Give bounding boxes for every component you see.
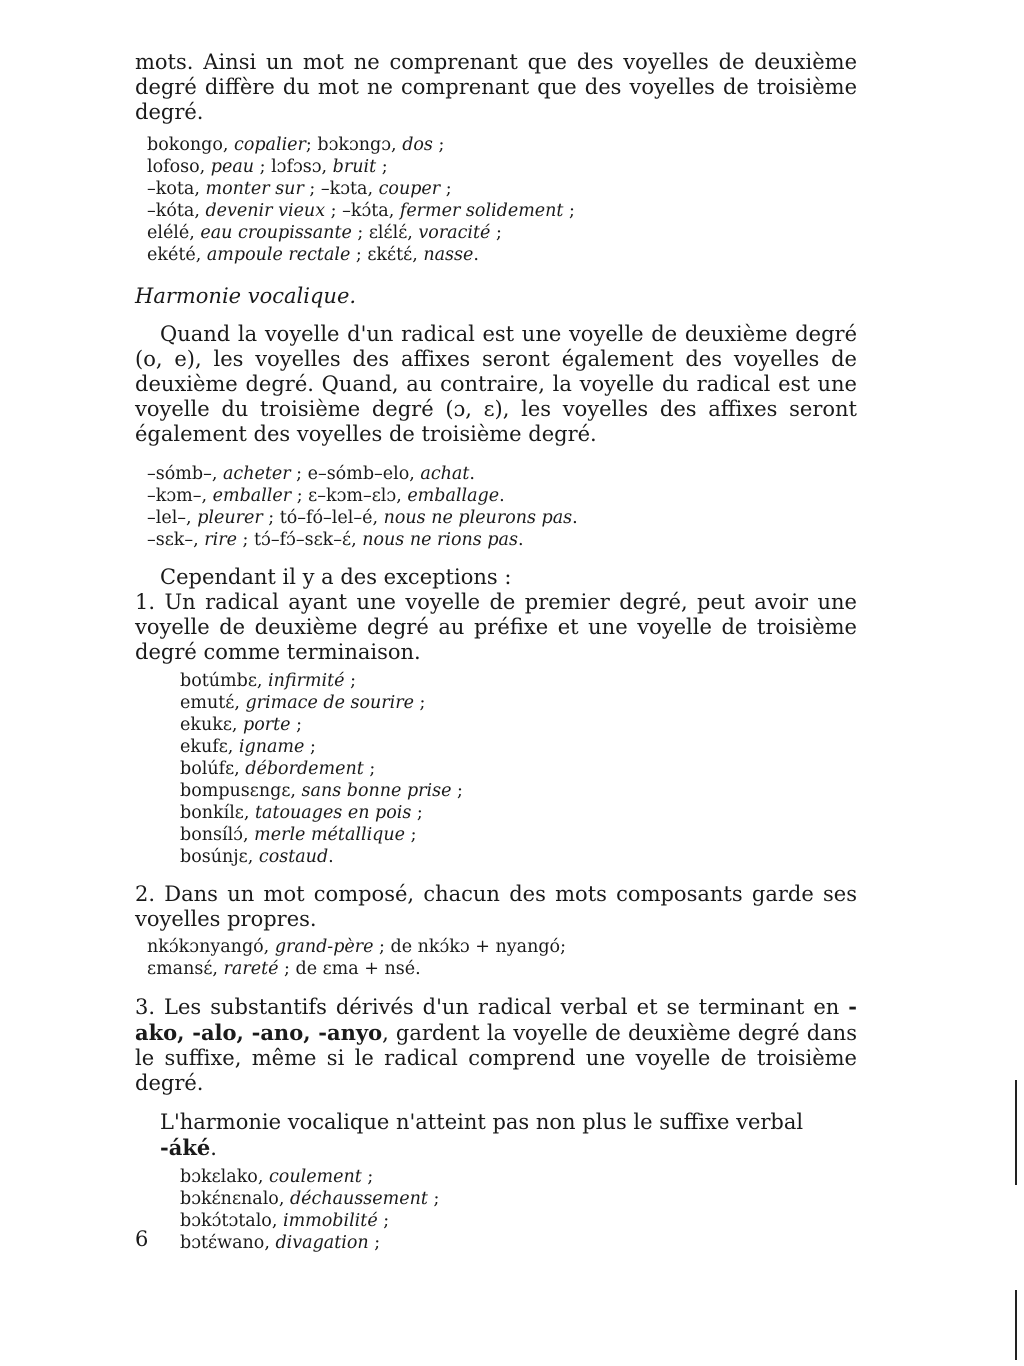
example-form: . — [328, 847, 334, 867]
example-gloss: tatouages en pois — [255, 803, 412, 823]
example-gloss: bruit — [332, 157, 377, 177]
example-line — [147, 485, 857, 507]
example-form: elélé, — [147, 223, 201, 243]
examples-list-1 — [135, 134, 857, 266]
exception-1: 1. Un radical ayant une voyelle de premier degré, peut avoir une voyelle de deuxième degré au préfixe et une voyelle de troisième degré comme terminaison. — [135, 590, 857, 664]
example-form: –sɛk–, — [147, 530, 205, 550]
example-form: ekufɛ, — [180, 737, 239, 757]
example-form: ; e–sómb–elo, — [290, 464, 421, 484]
scan-edge-mark — [1015, 1080, 1017, 1185]
example-form: –kota, — [147, 179, 206, 199]
example-line — [180, 714, 857, 736]
example-line — [147, 936, 857, 958]
example-form: . — [473, 245, 479, 265]
example-gloss: igname — [238, 737, 305, 757]
example-form: ; — [451, 781, 463, 801]
example-form: ; — [413, 693, 426, 713]
example-gloss: emballage — [407, 486, 500, 506]
examples-list-4 — [135, 936, 857, 980]
example-form: –lel–, — [147, 508, 198, 528]
exception-3-before: 3. Les substantifs dérivés d'un radical verbal et se terminant en — [135, 995, 849, 1019]
example-gloss: grand-père — [274, 937, 374, 957]
example-form: ; bɔkɔngɔ, — [305, 135, 403, 155]
example-form: ; ɛ–kɔm–ɛlɔ, — [291, 486, 408, 506]
intro-paragraph: mots. Ainsi un mot ne comprenant que des voyelles de deuxième degré diffère du mot ne comprenant que des voyelles de troisième degré. — [135, 50, 857, 124]
example-gloss: couper — [378, 179, 441, 199]
example-line — [147, 463, 857, 485]
example-form: ; — [290, 715, 302, 735]
example-form: ; — [344, 671, 356, 691]
example-gloss: copalier — [234, 135, 306, 155]
example-form: ; ɛkɛ́tɛ́, — [350, 245, 424, 265]
example-form: lofoso, — [147, 157, 211, 177]
example-form: ; –kɔta, — [303, 179, 379, 199]
scan-edge-mark — [1015, 1290, 1017, 1360]
example-form: ; — [368, 1233, 381, 1253]
example-gloss: rareté — [223, 959, 279, 979]
example-form: bɔkɛlako, — [180, 1167, 269, 1187]
example-form: ; de ɛma + nsé. — [278, 959, 421, 979]
example-form: bɔkɛ́nɛnalo, — [180, 1189, 290, 1209]
example-line — [180, 780, 857, 802]
example-form: bompusɛngɛ, — [180, 781, 302, 801]
example-form: ; — [377, 1211, 390, 1231]
example-form: ; — [490, 223, 502, 243]
example-gloss: emballer — [212, 486, 292, 506]
exceptions-intro: Cependant il y a des exceptions : — [160, 565, 512, 589]
example-form: bɔkɔ́tɔtalo, — [180, 1211, 283, 1231]
section-heading: Harmonie vocalique. — [135, 284, 357, 308]
example-line — [147, 222, 857, 244]
example-gloss: sans bonne prise — [301, 781, 452, 801]
exception-2: 2. Dans un mot composé, chacun des mots composants garde ses voyelles propres. — [135, 882, 857, 931]
example-gloss: dos — [402, 135, 433, 155]
example-form: . — [469, 464, 475, 484]
example-form: bolúfɛ, — [180, 759, 246, 779]
example-line — [147, 244, 857, 266]
example-form: ɛmansɛ́, — [147, 959, 224, 979]
example-form: ekété, — [147, 245, 207, 265]
example-gloss: devenir vieux — [205, 201, 326, 221]
example-form: –sómb–, — [147, 464, 223, 484]
example-line — [180, 1232, 857, 1254]
harmony-note — [135, 1110, 857, 1161]
harmony-note-end: . — [210, 1136, 217, 1160]
example-gloss: coulement — [268, 1167, 362, 1187]
example-gloss: nasse — [423, 245, 474, 265]
example-form: ekukɛ, — [180, 715, 244, 735]
example-line — [180, 1166, 857, 1188]
example-gloss: merle métallique — [254, 825, 405, 845]
example-form: bɔtɛ́wano, — [180, 1233, 276, 1253]
example-line — [180, 758, 857, 780]
example-form: ; — [376, 157, 388, 177]
example-line — [180, 736, 857, 758]
example-line — [180, 802, 857, 824]
example-gloss: débordement — [245, 759, 364, 779]
example-gloss: ampoule rectale — [206, 245, 351, 265]
examples-list-2 — [135, 463, 857, 551]
example-gloss: voracité — [418, 223, 491, 243]
example-form: ; — [563, 201, 575, 221]
example-form: ; — [432, 135, 445, 155]
example-form: bonsílɔ́, — [180, 825, 255, 845]
example-gloss: acheter — [222, 464, 291, 484]
example-form: bokongo, — [147, 135, 235, 155]
example-form: nkɔ́kɔnyangó, — [147, 937, 275, 957]
example-form: ; — [304, 737, 316, 757]
example-form: ; — [361, 1167, 374, 1187]
page-body — [135, 50, 857, 1254]
example-form: emutɛ́, — [180, 693, 246, 713]
harmony-note-suffix: -áké — [160, 1135, 211, 1160]
example-gloss: nous ne rions pas — [362, 530, 518, 550]
example-form: ; — [363, 759, 376, 779]
example-form: –kóta, — [147, 201, 206, 221]
exception-3-after: , gardent la voyelle de deuxième degré dans le suffixe, même si le radical comprend une voyelle de troisième degré. — [135, 1021, 857, 1095]
example-gloss: monter sur — [205, 179, 304, 199]
example-gloss: rire — [204, 530, 237, 550]
example-gloss: divagation — [275, 1233, 369, 1253]
example-form: ; — [440, 179, 452, 199]
example-gloss: achat — [420, 464, 470, 484]
example-gloss: grimace de sourire — [245, 693, 414, 713]
example-form: . — [572, 508, 578, 528]
example-gloss: fermer solidement — [399, 201, 564, 221]
example-form: ; — [427, 1189, 440, 1209]
page-number: 6 — [135, 1227, 149, 1251]
example-gloss: porte — [243, 715, 291, 735]
example-gloss: peau — [210, 157, 255, 177]
example-line — [147, 529, 857, 551]
example-form: ; lɔfɔsɔ, — [254, 157, 333, 177]
example-form: bosúnjɛ, — [180, 847, 259, 867]
examples-list-3 — [135, 670, 857, 868]
example-line — [147, 507, 857, 529]
example-gloss: costaud — [258, 847, 329, 867]
harmony-note-text: L'harmonie vocalique n'atteint pas non plus le suffixe verbal — [160, 1110, 804, 1134]
example-line — [180, 670, 857, 692]
example-form: ; de nkɔ́kɔ + nyangó; — [373, 937, 566, 957]
exception-3 — [135, 994, 857, 1096]
example-line — [180, 846, 857, 868]
example-line — [180, 824, 857, 846]
example-form: –kɔm–, — [147, 486, 213, 506]
example-line — [180, 1188, 857, 1210]
example-line — [180, 1210, 857, 1232]
example-form: . — [517, 530, 524, 550]
example-form: ; –kɔ́ta, — [325, 201, 400, 221]
example-line — [147, 156, 857, 178]
example-form: ; — [411, 803, 423, 823]
example-gloss: pleurer — [197, 508, 263, 528]
example-line — [147, 134, 857, 156]
example-gloss: infirmité — [268, 671, 345, 691]
example-line — [147, 178, 857, 200]
example-line — [180, 692, 857, 714]
example-form: . — [499, 486, 505, 506]
example-gloss: immobilité — [282, 1211, 378, 1231]
example-form: botúmbɛ, — [180, 671, 269, 691]
example-gloss: eau croupissante — [200, 223, 352, 243]
example-form: ; tó–fó–lel–é, — [262, 508, 384, 528]
example-gloss: nous ne pleurons pas — [383, 508, 573, 528]
example-form: ; ɛlɛ́lɛ́, — [351, 223, 419, 243]
example-line — [147, 958, 857, 980]
example-line — [147, 200, 857, 222]
examples-list-5 — [135, 1166, 857, 1254]
harmony-paragraph: Quand la voyelle d'un radical est une voyelle de deuxième degré (o, e), les voyelles des affixes seront également des voyelles de deuxième degré. Quand, au contraire, la voyelle du radical est une voyelle du troisième degré (ɔ, ɛ), les voyelles des affixes seront également des voyelles de troisième degré. — [135, 322, 857, 446]
example-form: ; — [405, 825, 417, 845]
exception-3-suffixes: -ako, -alo, -ano, -anyo — [135, 994, 857, 1045]
example-form: bonkílɛ, — [180, 803, 255, 823]
example-gloss: déchaussement — [289, 1189, 428, 1209]
example-form: ; tɔ́–fɔ́–sɛk–ɛ́, — [236, 530, 363, 550]
